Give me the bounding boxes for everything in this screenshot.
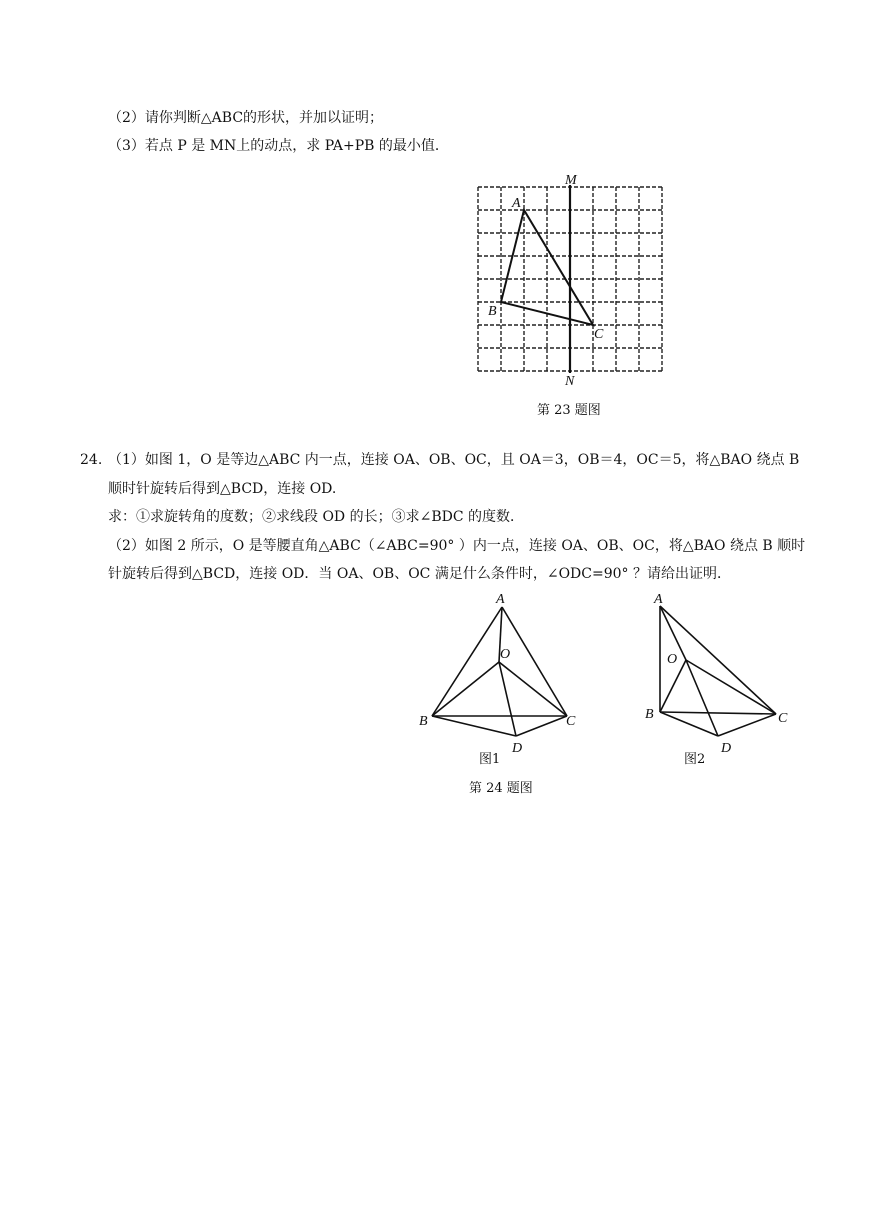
q23-label-a: A (512, 196, 521, 211)
fig1-caption: 图1 (479, 752, 501, 767)
fig2-side-ac (660, 606, 776, 714)
fig2-seg-ob (660, 660, 686, 712)
fig1-label-o: O (500, 647, 511, 662)
q24-caption: 第 24 题图 (469, 781, 533, 796)
fig1-label-a: A (496, 592, 505, 607)
q24-line3: 求：①求旋转角的度数；②求线段 OD 的长；③求∠BDC 的度数． (108, 509, 525, 525)
q23-label-m: M (565, 173, 577, 188)
q24-line5: 针旋转后得到△BCD，连接 OD．当 OA、OB、OC 满足什么条件时，∠ODC=90° ？请给出证明． (108, 566, 731, 582)
q23-label-b: B (488, 304, 497, 319)
fig2-seg-oc (686, 660, 776, 714)
fig2-label-c: C (778, 711, 788, 726)
q23-part2-text: （2）请你判断△ABC的形状，并加以证明； (108, 110, 384, 126)
fig2-label-d: D (721, 741, 732, 756)
q23-label-c: C (594, 327, 604, 342)
q24-line2: 顺时针旋转后得到△BCD，连接 OD. (108, 481, 337, 497)
q24-line1: （1）如图 1，O 是等边△ABC 内一点，连接 OA、OB、OC，且 OA＝3，OB＝4，OC＝5，将△BAO 绕点 B (108, 452, 800, 468)
q23-label-n: N (565, 374, 575, 389)
q24-line4: （2）如图 2 所示，O 是等腰直角△ABC（∠ABC=90° ）内一点，连接 OA、OB、OC，将△BAO 绕点 B 顺时 (108, 538, 806, 554)
fig2-label-o: O (667, 652, 678, 667)
fig2-label-a: A (654, 592, 663, 607)
q23-caption: 第 23 题图 (537, 403, 601, 418)
q24-number: 24. (80, 452, 103, 468)
fig1-label-b: B (419, 714, 428, 729)
fig2-side-bc (660, 712, 776, 714)
fig1-label-c: C (566, 714, 576, 729)
fig2-label-b: B (645, 707, 654, 722)
fig2-seg-cd (718, 714, 776, 736)
q23-part3-text: （3）若点 P 是 MN上的动点，求 PA+PB 的最小值． (108, 138, 449, 154)
fig1-label-d: D (512, 741, 523, 756)
fig2-caption: 图2 (684, 752, 706, 767)
